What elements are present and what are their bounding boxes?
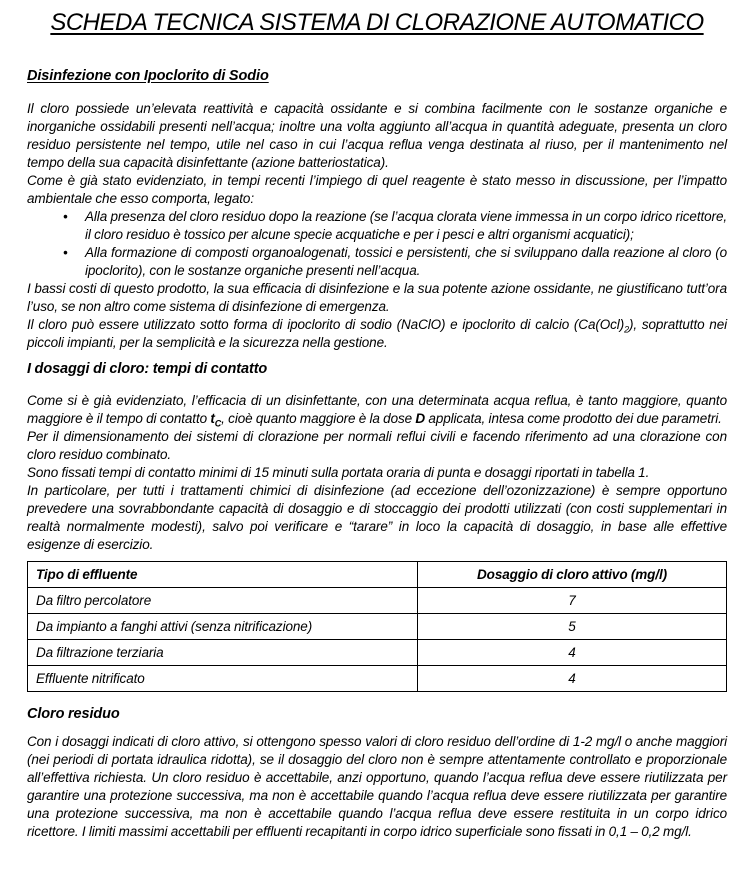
paragraph-cloro-possiede: Il cloro possiede un’elevata reattività e capacità ossidante e si combina facilmente con le sostanze organiche e inorganiche ossidabili presenti nell’acqua; inoltre una volta aggiunto all’acqua in quantità adeguate, presenta un cloro residuo persistente nel tempo, utile nel caso in cui l’acqua reflua venga destinata al riuso, per il mantenimento nel tempo della sua capacità disinfettante (azione batteriostatica). (27, 101, 727, 170)
paragraph-dimensionamento: Per il dimensionamento dei sistemi di clorazione per normali reflui civili e facendo riferimento ad una clorazione con cloro residuo combinato. (27, 429, 727, 462)
text-run: Come si è già evidenziato, l’efficacia di un disinfettante, con una determinata acqua reflua, è tanto maggiore, quanto maggiore è il tempo di contatto (27, 393, 727, 426)
table-cell-dosaggio: 7 (418, 588, 727, 614)
table-cell-tipo: Effluente nitrificato (28, 666, 418, 692)
section-heading-disinfezione: Disinfezione con Ipoclorito di Sodio (27, 68, 269, 84)
table-header-tipo-effluente: Tipo di effluente (28, 562, 418, 588)
bullet-item-cloro-residuo: • Alla presenza del cloro residuo dopo la reazione (se l’acqua clorata viene immessa in un corpo idrico ricettore, il cloro residuo è tossico per alcune specie acquatiche e per i pesci e altri organismi acquatici); (27, 208, 727, 244)
table-cell-tipo: Da filtro percolatore (28, 588, 418, 614)
table-row (28, 666, 727, 692)
text-run: applicata, intesa come prodotto dei due parametri. (425, 411, 722, 426)
table-cell-dosaggio: 5 (418, 614, 727, 640)
symbol-dose-d: D (415, 411, 426, 426)
table-row (28, 588, 727, 614)
text-run: Il cloro può essere utilizzato sotto forma di ipoclorito di sodio (NaClO) e ipoclorito di calcio (Ca(Ocl) (27, 317, 625, 332)
section-heading-cloro-residuo: Cloro residuo (27, 706, 120, 722)
symbol-tc (210, 411, 222, 429)
paragraph-in-particolare: In particolare, per tutti i trattamenti chimici di disinfezione (ad eccezione dell’ozonizzazione) è sempre opportuno prevedere una sovrabbondante capacità di dosaggio e di stoccaggio dei prodotti utilizzati (con costi supplementari in realtà normalmente modesti), salvo poi verificare e “tarare” in loco la capacità di dosaggio, in base alle effettive esigenze di esercizio. (27, 483, 727, 552)
bullet-item-organoalogenati: • Alla formazione di composti organoalogenati, tossici e persistenti, che si sviluppano dalla reazione al cloro (o ipoclorito), con le sostanze organiche presenti nell’acqua. (27, 244, 727, 280)
paragraph-come-evidenziato: Come è già stato evidenziato, in tempi recenti l’impiego di quel reagente è stato messo in discussione, per l’impatto ambientale che esso comporta, legato: (27, 173, 727, 206)
section-heading-dosaggi: I dosaggi di cloro: tempi di contatto (27, 361, 268, 377)
text-run: ), soprattutto nei piccoli impianti, per la semplicità e la sicurezza nella gestione. (27, 317, 728, 350)
text-run: t (210, 411, 215, 426)
table-cell-dosaggio: 4 (418, 666, 727, 692)
bullet-list (27, 208, 727, 280)
paragraph-bassi-costi: I bassi costi di questo prodotto, la sua efficacia di disinfezione e la sua potente azione ossidante, ne giustificano tutt’ora l’uso, se non altro come sistema di disinfezione di emergenza. (27, 281, 727, 314)
table-cell-tipo: Da filtrazione terziaria (28, 640, 418, 666)
table-cell-tipo: Da impianto a fanghi attivi (senza nitrificazione) (28, 614, 418, 640)
table-row (28, 614, 727, 640)
paragraph-forme-cloro (27, 316, 727, 352)
dosage-table (27, 561, 727, 692)
table-header-dosaggio: Dosaggio di cloro attivo (mg/l) (418, 562, 727, 588)
table-cell-dosaggio: 4 (418, 640, 727, 666)
text-run: , cioè quanto maggiore è la dose (221, 411, 416, 426)
subscript-c: C (214, 418, 222, 429)
paragraph-tempo-contatto (27, 392, 727, 428)
table-row (28, 640, 727, 666)
paragraph-cloro-residuo: Con i dosaggi indicati di cloro attivo, si ottengono spesso valori di cloro residuo dell’ordine di 1-2 mg/l o anche maggiori (nei periodi di portata idraulica ridotta), se il dosaggio del cloro non è sempre attentamente controllato e proporzionale all’effettiva richiesta. Un cloro residuo è accettabile, anzi opportuno, quando l’acqua reflua deve essere riutilizzata per garantire una protezione successiva, ma non è accettabile quando l’acqua reflua deve essere riutilizzata per garantire una protezione successiva, ma non è accettabile quando l’acqua reflua deve essere restituita in un corpo idrico ricettore. I limiti massimi accettabili per effluenti recapitanti in corpo idrico superficiale sono fissati in 0,1 – 0,2 mg/l. (27, 734, 727, 839)
paragraph-tempi-minimi: Sono fissati tempi di contatto minimi di 15 minuti sulla portata oraria di punta e dosaggi riportati in tabella 1. (27, 465, 650, 480)
page-title: SCHEDA TECNICA SISTEMA DI CLORAZIONE AUTOMATICO (50, 9, 704, 36)
subscript-2: 2 (624, 324, 630, 335)
table-header-row (28, 562, 727, 588)
